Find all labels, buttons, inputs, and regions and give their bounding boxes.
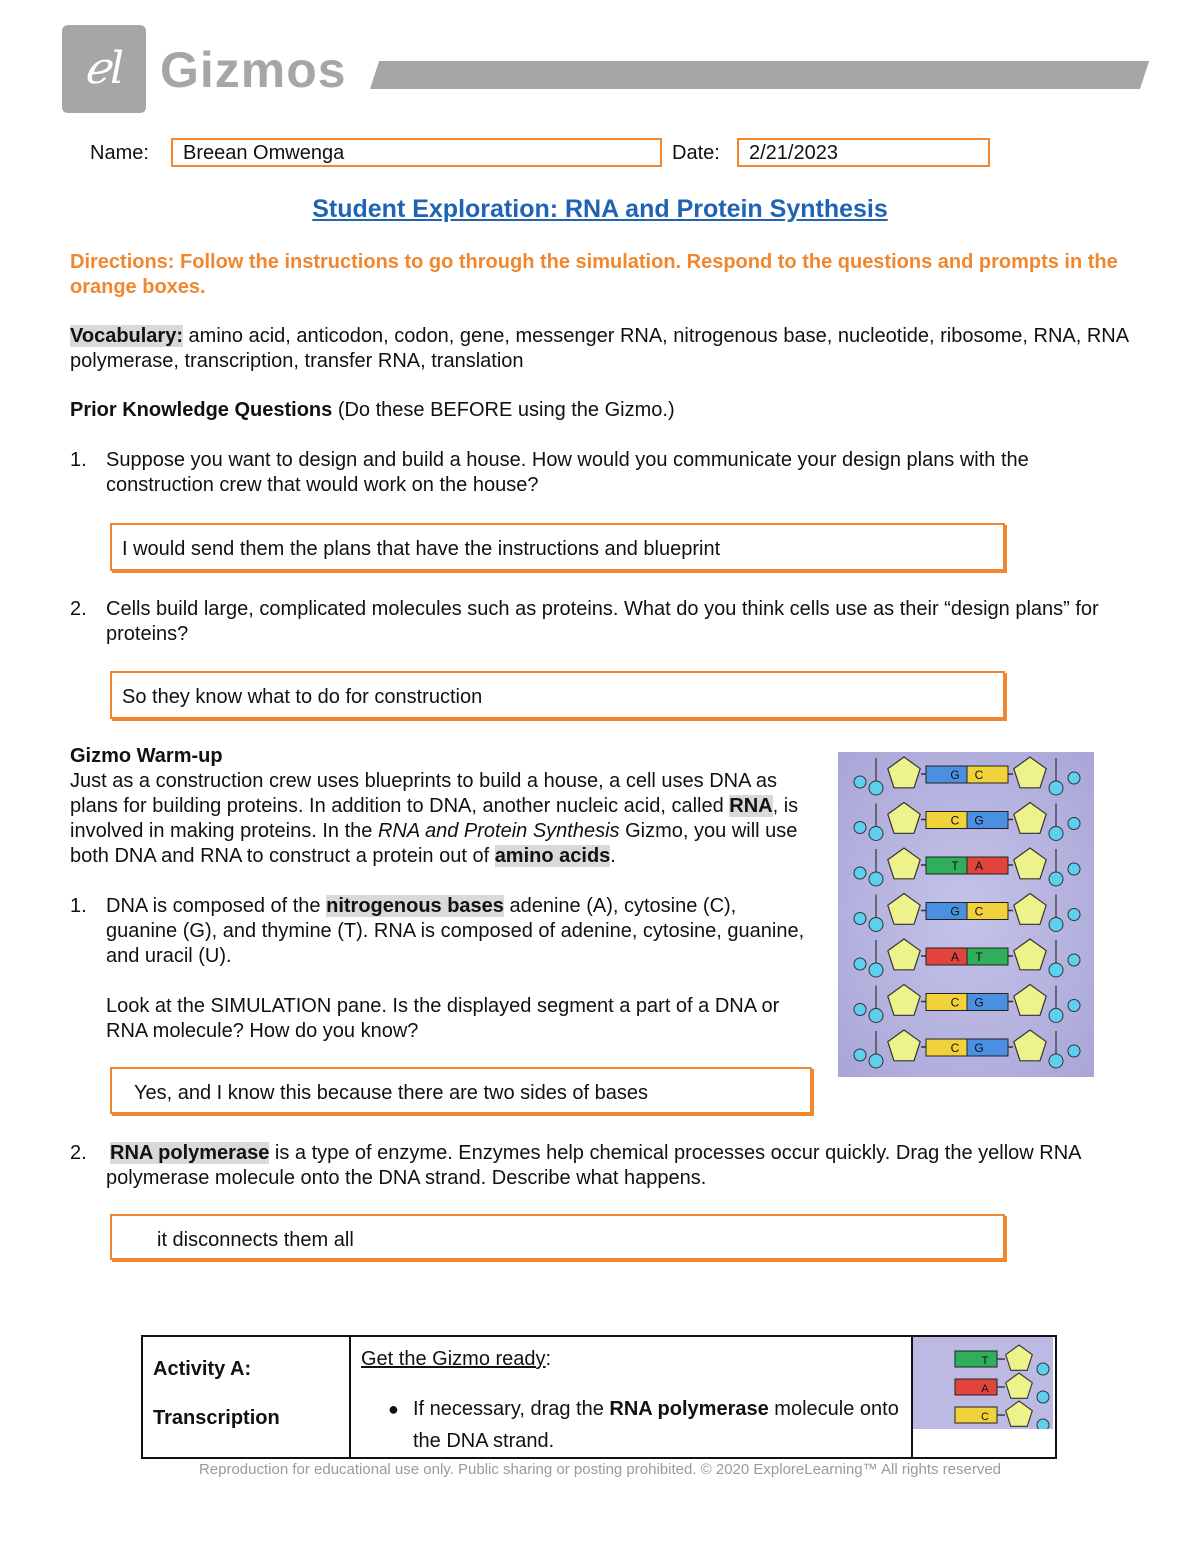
prior-q2-answer[interactable]: So they know what to do for construction (110, 671, 1005, 719)
warmup-q1-text-b: adenine (A), cytosine (C), guanine (G), and thymine (T). RNA is composed of adenine, cytosine, guanine, and uracil (U). (106, 895, 805, 967)
warmup-q1-text (106, 894, 811, 969)
base-left (926, 1039, 967, 1056)
prior-heading-note: (Do these BEFORE using the Gizmo.) (332, 399, 675, 421)
phosphate-left (869, 1054, 883, 1068)
base-left (926, 812, 967, 829)
thumb-base (955, 1379, 997, 1395)
base-right (967, 948, 1008, 965)
bullet-icon: ● (388, 1399, 399, 1419)
base-left (926, 994, 967, 1011)
term-rna-polymerase: RNA polymerase (110, 1142, 270, 1164)
warmup-text-1: Just as a construction crew uses blueprints to build a house, a cell uses DNA as plans for building proteins. In addition to DNA, another nucleic acid, called (70, 770, 778, 817)
warmup-q2-number: 2. (70, 1142, 87, 1164)
term-rna: RNA (729, 795, 773, 817)
base-right (967, 994, 1008, 1011)
base-right (967, 766, 1008, 783)
warmup-q2-text (106, 1141, 1116, 1191)
phosphate-right (1049, 1009, 1063, 1023)
warmup-heading: Gizmo Warm-up (70, 745, 223, 767)
thumb-phosphate (1037, 1419, 1049, 1429)
gizmo-name: RNA and Protein Synthesis (377, 820, 620, 842)
warmup-text-2: , is involved in making proteins. In the (70, 795, 799, 842)
vocabulary-text: amino acid, anticodon, codon, gene, messenger RNA, nitrogenous base, nucleotide, ribosome, RNA, RNA polymerase, transcription, transfer RNA, translation (70, 325, 1128, 372)
activity-title-1: Activity A: (153, 1358, 252, 1380)
date-label: Date: (672, 142, 720, 164)
phosphate-right-outer (1068, 954, 1080, 966)
base-label-right: G (974, 1041, 984, 1055)
warmup-q1-answer[interactable]: Yes, and I know this because there are two sides of bases (110, 1067, 812, 1114)
date-field[interactable]: 2/21/2023 (737, 138, 990, 167)
base-left (926, 903, 967, 920)
base-left (926, 766, 967, 783)
base-right (967, 903, 1008, 920)
vocabulary-label: Vocabulary: (70, 325, 183, 347)
bullet-term: RNA polymerase (609, 1398, 769, 1420)
phosphate-right (1049, 781, 1063, 795)
activity-instructions-cell (350, 1336, 912, 1458)
name-field[interactable]: Breean Omwenga (171, 138, 662, 167)
dna-segment-image (838, 752, 1094, 1077)
prior-q2-text: Cells build large, complicated molecules such as proteins. What do you think cells use as their “design plans” for proteins? (106, 598, 1099, 645)
base-right (967, 812, 1008, 829)
phosphate-right (1049, 872, 1063, 886)
thumb-base (955, 1351, 997, 1367)
phosphate-right-outer (1068, 863, 1080, 875)
phosphate-left (869, 781, 883, 795)
base-label-right: C (974, 904, 984, 919)
warmup-text-3: Gizmo, you will use both DNA and RNA to construct a protein out of (70, 820, 798, 867)
phosphate-right-outer (1068, 818, 1080, 830)
base-right (967, 1039, 1008, 1056)
name-label: Name: (90, 142, 149, 164)
phosphate-right (1049, 827, 1063, 841)
phosphate-right (1049, 1054, 1063, 1068)
activity-thumbnail-cell (912, 1336, 1056, 1458)
directions: Directions: Follow the instructions to go through the simulation. Respond to the questions and prompts in the orange boxes. (70, 251, 1118, 298)
prior-q1-answer[interactable]: I would send them the plans that have the instructions and blueprint (110, 523, 1005, 571)
activity-thumbnail-image (913, 1337, 1053, 1429)
base-label-left: C (950, 813, 960, 828)
base-label-left: G (950, 904, 960, 919)
thumb-base-label: C (981, 1411, 989, 1423)
term-amino-acids: amino acids (494, 845, 611, 867)
page-title: Student Exploration: RNA and Protein Synthesis (312, 195, 888, 223)
phosphate-left (869, 918, 883, 932)
base-label-left: T (951, 859, 959, 873)
phosphate-right (1049, 963, 1063, 977)
thumb-base-label: A (981, 1383, 989, 1395)
prior-knowledge-heading (70, 398, 675, 423)
warmup-text-4: . (610, 845, 616, 867)
phosphate-left-outer (854, 958, 866, 970)
warmup-q2-body: is a type of enzyme. Enzymes help chemical processes occur quickly. Drag the yellow RNA polymerase molecule onto the DNA strand. Describe what happens. (106, 1142, 1081, 1189)
thumb-base (955, 1407, 997, 1423)
thumb-phosphate (1037, 1363, 1049, 1375)
activity-title-cell (142, 1336, 350, 1458)
header-bar (370, 61, 1149, 89)
prior-q1-text: Suppose you want to design and build a house. How would you communicate your design plans with the construction crew that would work on the house? (106, 449, 1029, 496)
phosphate-right-outer (1068, 1045, 1080, 1057)
activity-title-2: Transcription (153, 1407, 280, 1429)
warmup-q1-number: 1. (70, 895, 87, 917)
base-left (926, 857, 967, 874)
term-nitrogenous-bases: nitrogenous bases (326, 895, 504, 917)
phosphate-left-outer (854, 1004, 866, 1016)
base-label-right: C (974, 768, 984, 782)
activity-bullet (361, 1393, 901, 1457)
warmup-q1-prompt: Look at the SIMULATION pane. Is the displayed segment a part of a DNA or RNA molecule? How do you know? (106, 995, 780, 1042)
get-ready-colon: : (545, 1348, 552, 1370)
vocabulary (70, 324, 1135, 374)
warmup-paragraph (70, 769, 825, 869)
base-label-left: A (950, 950, 960, 964)
base-label-left: G (950, 768, 960, 782)
base-right (967, 857, 1008, 874)
phosphate-right (1049, 918, 1063, 932)
prior-q2-number: 2. (70, 598, 87, 620)
bullet-text-a: If necessary, drag the (413, 1398, 610, 1420)
warmup-q1-text-a: DNA is composed of the (106, 895, 327, 917)
base-label-right: T (975, 950, 983, 964)
base-label-right: A (974, 859, 984, 873)
prior-q1-number: 1. (70, 449, 87, 471)
phosphate-left (869, 1009, 883, 1023)
base-label-right: G (974, 995, 984, 1010)
phosphate-left-outer (854, 822, 866, 834)
base-label-right: G (974, 813, 984, 828)
thumb-phosphate (1037, 1391, 1049, 1403)
base-label-left: C (950, 1041, 960, 1055)
phosphate-left-outer (854, 913, 866, 925)
get-ready-label: Get the Gizmo ready (361, 1348, 546, 1370)
phosphate-left-outer (854, 867, 866, 879)
bullet-text-b: molecule onto the DNA strand. (413, 1398, 899, 1452)
explorelearning-logo-icon: ℯl (83, 43, 125, 94)
phosphate-right-outer (1068, 909, 1080, 921)
base-left (926, 948, 967, 965)
phosphate-left (869, 963, 883, 977)
activity-table (141, 1335, 1057, 1459)
footer-notice: Reproduction for educational use only. Public sharing or posting prohibited. © 2020 ExploreLearning™ All rights reserved (198, 1461, 1002, 1478)
phosphate-right-outer (1068, 772, 1080, 784)
phosphate-left-outer (854, 1049, 866, 1061)
thumb-base-label: T (981, 1355, 989, 1367)
brand-name: Gizmos (160, 42, 347, 98)
phosphate-left-outer (854, 776, 866, 788)
base-label-left: C (950, 995, 960, 1010)
phosphate-left (869, 872, 883, 886)
prior-heading-bold: Prior Knowledge Questions (70, 399, 333, 421)
warmup-q2-answer[interactable]: it disconnects them all (110, 1214, 1005, 1260)
phosphate-left (869, 827, 883, 841)
phosphate-right-outer (1068, 1000, 1080, 1012)
